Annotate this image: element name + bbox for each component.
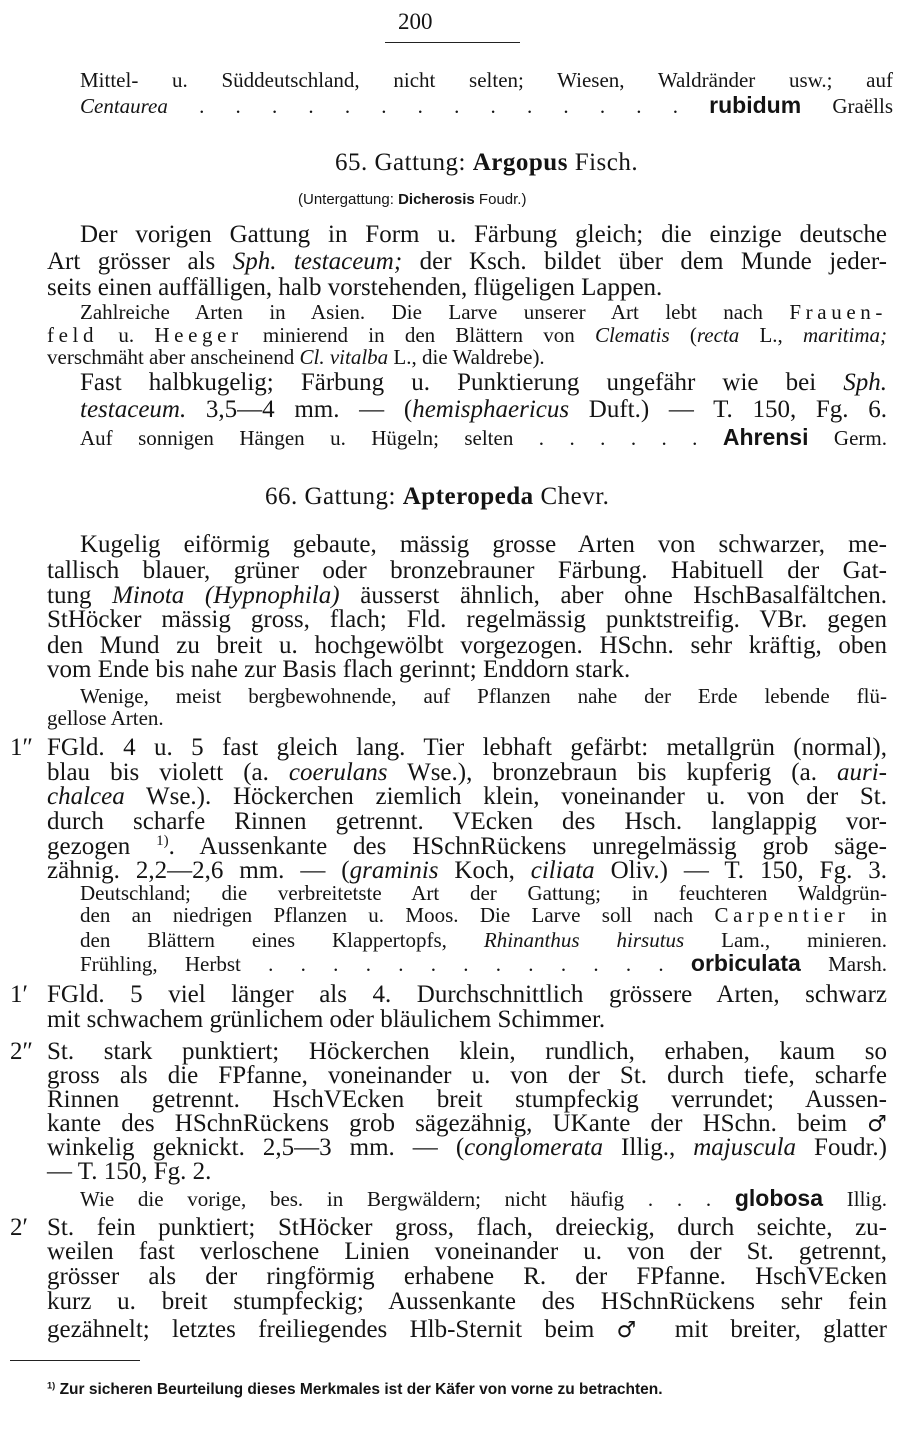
text-run: winkelig geknickt. 2,5—3 mm. — ( bbox=[47, 1134, 465, 1161]
leader-dots: . . . . . . bbox=[513, 426, 723, 450]
continuation-line bbox=[80, 66, 893, 94]
leader-dots: . . . . . . . . . . . . . bbox=[240, 952, 691, 976]
text-run: tung bbox=[47, 582, 113, 609]
text-run: Wse.), bronzebraun bis kupferig (a. bbox=[387, 759, 837, 786]
text-run: Foudr.) bbox=[796, 1134, 887, 1161]
male-symbol: ♂ bbox=[616, 1318, 653, 1343]
italic-taxon: Rhinanthus hirsutus bbox=[483, 928, 685, 952]
text-run: gezogen bbox=[47, 833, 157, 860]
species-name: Ahrensi bbox=[722, 424, 809, 450]
text-run: L., bbox=[739, 323, 804, 347]
species-name: orbiculata bbox=[690, 950, 801, 976]
text-run: Auf sonnigen Hängen u. Hügeln; selten bbox=[80, 426, 514, 450]
leader-dots: . . . . . . . . . . . . . . bbox=[167, 94, 710, 118]
text-run: Kugelig eiförmig gebaute, mässig grosse Arten von schwarzer, me- bbox=[80, 531, 887, 558]
genus-66-heading bbox=[265, 483, 825, 511]
italic-taxon: graminis bbox=[349, 857, 439, 884]
genus-66-description-line bbox=[47, 557, 887, 585]
header-rule bbox=[385, 42, 520, 43]
footnote-text: Zur sicheren Beurteilung dieses Merkmales ist der Käfer von vorne zu betrachten. bbox=[55, 1381, 663, 1398]
text-run: durch scharfe Rinnen getrennt. VEcken des Hsch. langlappig vor- bbox=[47, 808, 887, 835]
italic-taxon: hemisphaericus bbox=[412, 396, 570, 423]
text-run: 3,5—4 mm. — ( bbox=[186, 396, 413, 423]
species-author: Illig. bbox=[823, 1187, 887, 1211]
key-line bbox=[47, 734, 887, 762]
couplet-marker: 2″ bbox=[10, 1038, 33, 1065]
text-run: seits einen auffälligen, halb vorstehenden, flügeligen Lappen. bbox=[47, 274, 663, 301]
italic-taxon: ciliata bbox=[530, 857, 595, 884]
text-run: tallisch blauer, grüner oder bronzebrauner Färbung. Habituell der Gat- bbox=[47, 557, 887, 584]
text-run: der Ksch. bildet über dem Munde jeder- bbox=[402, 248, 887, 275]
key-line bbox=[47, 1006, 887, 1034]
italic-taxon: Clematis bbox=[594, 323, 670, 347]
text-run: Wse.). Höckerchen ziemlich klein, voneinander u. von der St. bbox=[124, 783, 887, 810]
couplet-marker: 1″ bbox=[10, 734, 33, 761]
text-run: Wie die vorige, bes. in Bergwäldern; nicht häufig bbox=[80, 1187, 625, 1211]
species-author: Marsh. bbox=[800, 952, 888, 976]
key-line bbox=[47, 808, 887, 836]
genus-65-notes-line bbox=[47, 343, 887, 371]
text-run: Rinnen getrennt. HschVEcken breit stumpfeckig verrundet; Aussen- bbox=[47, 1086, 887, 1113]
text-run: Frühling, Herbst bbox=[80, 952, 241, 976]
text-run: äusserst ähnlich, aber ohne HschBasalfältchen. bbox=[339, 582, 887, 609]
text-run: Fast halbkugelig; Färbung u. Punktierung ungefähr wie bei bbox=[80, 369, 844, 396]
subgenus-author: Foudr.) bbox=[474, 191, 527, 208]
text-run: den Mund zu breit u. hochgewölbt vorgezogen. HSchn. sehr kräftig, oben bbox=[47, 632, 887, 659]
italic-taxon: Cl. vitalba bbox=[299, 345, 389, 369]
leader-dots: . . . bbox=[624, 1187, 735, 1211]
subgenus-label: (Untergattung: bbox=[298, 191, 399, 208]
footnote-rule bbox=[10, 1360, 140, 1361]
italic-taxon: Sph. testaceum; bbox=[232, 248, 403, 275]
text-run: gellose Arten. bbox=[47, 706, 164, 730]
text-run: L., die Waldrebe). bbox=[388, 345, 545, 369]
text-run: zähnig. 2,2—2,6 mm. — ( bbox=[47, 857, 350, 884]
key-line bbox=[47, 1158, 887, 1186]
italic-taxon: auri- bbox=[837, 759, 887, 786]
couplet-marker: 1′ bbox=[10, 981, 28, 1008]
species-name: rubidum bbox=[709, 92, 802, 118]
species-diagnosis-line bbox=[80, 396, 887, 424]
italic-taxon: Minota (Hypnophila) bbox=[112, 582, 340, 609]
text-run: grösser als der ringförmig erhabene R. der FPfanne. HschVEcken bbox=[47, 1263, 887, 1290]
genus-65-description-line bbox=[47, 248, 887, 276]
genus-author: Fisch. bbox=[567, 149, 639, 176]
text-run: — T. 150, Fg. 2. bbox=[47, 1158, 212, 1185]
italic-taxon: chalcea bbox=[47, 783, 125, 810]
text-run: Deutschland; die verbreitetste Art der Gattung; in feuchteren Waldgrün- bbox=[80, 881, 887, 905]
genus-name: Apteropeda bbox=[402, 483, 534, 510]
key-line bbox=[47, 1288, 887, 1316]
text-run: Art grösser als bbox=[47, 248, 233, 275]
species-habitat-line bbox=[80, 1184, 887, 1212]
species-habitat-line bbox=[80, 949, 887, 977]
text-run: mit breiter, glatter bbox=[652, 1316, 887, 1343]
text-run: Illig., bbox=[603, 1134, 694, 1161]
italic-taxon: majuscula bbox=[693, 1134, 797, 1161]
key-line bbox=[47, 1263, 887, 1291]
key-line bbox=[47, 1316, 887, 1344]
text-run: StHöcker mässig gross, flach; Fld. regelmässig punktstreifig. VBr. gegen bbox=[47, 606, 887, 633]
text-run: den an niedrigen Pflanzen u. Moos. Die Larve soll nach bbox=[80, 903, 715, 927]
text-run: Wenige, meist bergbewohnende, auf Pflanzen nahe der Erde lebende flü- bbox=[80, 684, 887, 708]
italic-taxon: conglomerata bbox=[464, 1134, 604, 1161]
host-plant-name: Centaurea bbox=[80, 94, 168, 118]
key-line bbox=[47, 783, 887, 811]
genus-number: 66. Gattung: bbox=[265, 483, 403, 510]
genus-author: Chevr. bbox=[533, 483, 610, 510]
text-run: in bbox=[849, 903, 887, 927]
subgenus-line bbox=[298, 186, 798, 214]
text-run: Mittel- u. Süddeutschland, nicht selten; Wiesen, Waldränder usw.; auf bbox=[80, 68, 893, 92]
text-run: Koch, bbox=[438, 857, 531, 884]
text-run: weilen fast verloschene Linien voneinander u. von der St. getrennt, bbox=[47, 1238, 887, 1265]
spaced-author-name: Heeger bbox=[154, 323, 243, 347]
key-line bbox=[47, 981, 887, 1009]
text-run: kurz u. breit stumpfeckig; Aussenkante des HSchnRückens sehr fein bbox=[47, 1288, 887, 1315]
italic-taxon: testaceum. bbox=[80, 396, 187, 423]
text-run: gezähnelt; letztes freiliegendes Hlb-Sternit beim bbox=[47, 1316, 617, 1343]
footnote-ref: 1) bbox=[47, 1380, 56, 1391]
spaced-author-name: Frauen- bbox=[789, 300, 887, 324]
spaced-author-name: Carpentier bbox=[714, 903, 850, 927]
footnote-ref: 1) bbox=[156, 833, 169, 849]
spaced-author-name: feld bbox=[47, 323, 99, 347]
text-run: den Blättern eines Klappertopfs, bbox=[80, 928, 484, 952]
text-run: mit schwachem grünlichem oder bläulichem Schimmer. bbox=[47, 1006, 606, 1033]
species-author: Graëlls bbox=[801, 94, 893, 118]
text-run: FGld. 4 u. 5 fast gleich lang. Tier lebhaft gefärbt: metallgrün (normal), bbox=[47, 734, 887, 761]
page-number: 200 bbox=[398, 9, 433, 34]
genus-66-notes-line bbox=[47, 704, 887, 732]
italic-taxon: maritima; bbox=[803, 323, 888, 347]
footnote bbox=[47, 1376, 867, 1404]
text-run: minierend in den Blättern von bbox=[242, 323, 595, 347]
text-run: blau bis violett (a. bbox=[47, 759, 289, 786]
text-run: gross als die FPfanne, voneinander u. von der St. durch tiefe, scharfe bbox=[47, 1062, 887, 1089]
genus-65-heading bbox=[335, 149, 835, 177]
continuation-species-line bbox=[80, 91, 893, 119]
text-run: Lam., minieren. bbox=[684, 928, 888, 952]
genus-66-description-line bbox=[80, 531, 887, 559]
text-run: Zahlreiche Arten in Asien. Die Larve unserer Art lebt nach bbox=[80, 300, 790, 324]
species-diagnosis-line bbox=[80, 369, 887, 397]
species-name: globosa bbox=[734, 1185, 823, 1211]
text-run: St. stark punktiert; Höckerchen klein, rundlich, erhaben, kaum so bbox=[47, 1038, 887, 1065]
text-run: verschmäht aber anscheinend bbox=[47, 345, 300, 369]
genus-name: Argopus bbox=[472, 149, 568, 176]
text-run: Oliv.) — T. 150, Fg. 3. bbox=[594, 857, 888, 884]
key-notes-line bbox=[80, 901, 887, 929]
genus-number: 65. Gattung: bbox=[335, 149, 473, 176]
text-run: St. fein punktiert; StHöcker gross, flach, dreieckig, durch seichte, zu- bbox=[47, 1214, 887, 1241]
text-run: vom Ende bis nahe zur Basis flach gerinnt; Enddorn stark. bbox=[47, 656, 631, 683]
genus-66-description-line bbox=[47, 606, 887, 634]
text-run: Duft.) — T. 150, Fg. 6. bbox=[569, 396, 887, 423]
text-run: u. bbox=[98, 323, 155, 347]
italic-taxon: Sph. bbox=[843, 369, 887, 396]
text-run: Der vorigen Gattung in Form u. Färbung gleich; die einzige deutsche bbox=[80, 221, 887, 248]
male-symbol: ♂ bbox=[867, 1112, 887, 1137]
species-author: Germ. bbox=[808, 426, 887, 450]
text-run: ( bbox=[669, 323, 697, 347]
species-habitat-line bbox=[80, 423, 887, 451]
italic-taxon: recta bbox=[696, 323, 740, 347]
couplet-marker: 2′ bbox=[10, 1214, 28, 1241]
subgenus-name: Dicherosis bbox=[398, 191, 475, 208]
italic-taxon: coerulans bbox=[288, 759, 388, 786]
genus-65-description-line bbox=[80, 221, 887, 249]
key-line bbox=[47, 1238, 887, 1266]
text-run: kante des HSchnRückens grob sägezähnig, UKante der HSchn. beim bbox=[47, 1110, 868, 1137]
text-run: . Aussenkante des HSchnRückens unregelmässig grob säge- bbox=[168, 833, 887, 860]
genus-66-description-line bbox=[47, 656, 887, 684]
text-run: FGld. 5 viel länger als 4. Durchschnittlich grössere Arten, schwarz bbox=[47, 981, 887, 1008]
